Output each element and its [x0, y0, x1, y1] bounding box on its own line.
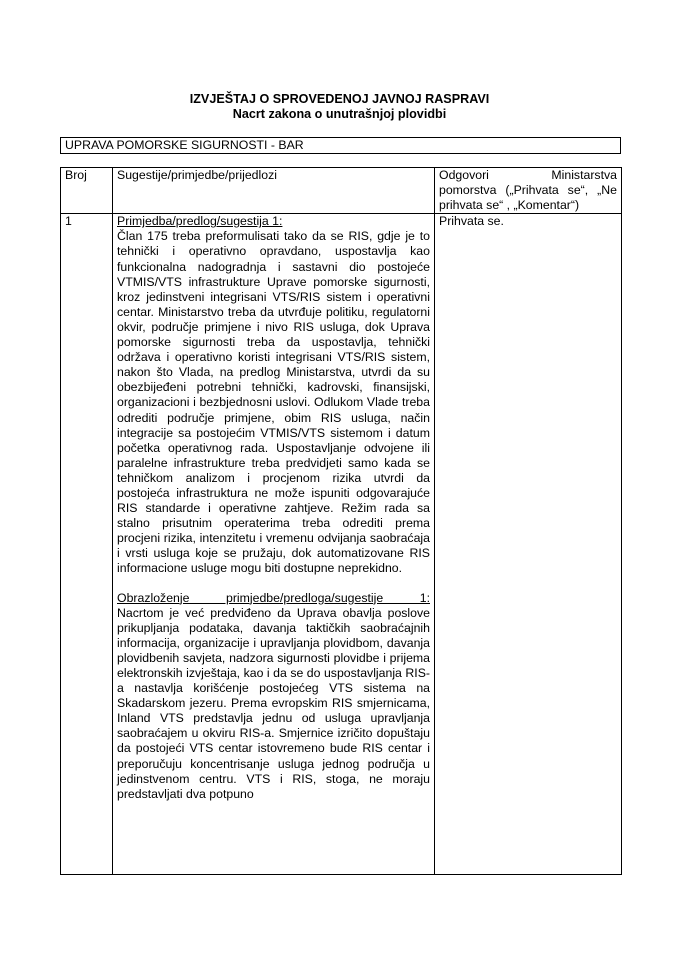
table-row — [61, 214, 622, 875]
header-suggestions: Sugestije/primjedbe/prijedlozi — [113, 168, 435, 214]
row-number: 1 — [61, 214, 113, 875]
suggestion-heading: Primjedba/predlog/sugestija 1: — [117, 214, 283, 229]
report-title: IZVJEŠTAJ O SPROVEDENOJ JAVNOJ RASPRAVI — [189, 92, 490, 106]
header-number: Broj — [61, 168, 113, 214]
comments-table — [60, 167, 622, 875]
organization-box: UPRAVA POMORSKE SIGURNOSTI - BAR — [60, 137, 621, 154]
row-answer: Prihvata se. — [435, 214, 622, 875]
table-header-row — [61, 168, 622, 214]
explanation-heading: Obrazloženje primjedbe/predloga/sugestije 1: — [117, 590, 430, 605]
suggestion-text: Član 175 treba preformulisati tako da se RIS, gdje je to tehnički i operativno opravdano, uspostavlja kao funkcionalna nadogradnja i sastavni dio postojeće VTMIS/VTS infrastrukture Uprave pomorske sigurnosti, kroz jedinstveni integrisani VTS/RIS sistem i operativni centar. Ministarstvo treba da utvrđuje politiku, regulatorni okvir, područje primjene i nivo RIS usluga, dok Uprava pomorske sigurnosti treba da uspostavlja, tehnički održava i operativno koristi integrisani VTS/RIS sistem, nakon što Vlada, na predlog Ministarstva, utvrdi da su obezbijeđeni potrebni tehnički, kadrovski, finansijski, organizacioni i bezbjednosni uslovi. Odlukom Vlade treba odrediti područje primjene, obim RIS usluga, način integracije sa postojećim VTMIS/VTS sistemom i datum početka operativnog rada. Uspostavljanje odvojene ili paralelne infrastrukture treba predvidjeti samo kada se tehničkom analizom i procjenom rizika utvrdi da postojeća infrastruktura ne može ispuniti odgovarajuće RIS standarde i operativne zahtjeve. Režim rada sa stalno prisutnim operaterima treba odrediti prema procjeni rizika, intenzitetu i vremenu odvijanja saobraćaja i vrsti usluga koje se pružaju, dok automatizovane RIS informacione usluge mogu biti dostupne neprekidno. — [117, 229, 430, 576]
explanation-text: Nacrtom je već predviđeno da Uprava obavlja poslove prikupljanja podataka, davanja taktičkih saobraćajnih informacija, organizacije i upravljanja plovidbom, davanja plovidbenih savjeta, nadzora sigurnosti plovidbe i prijema elektronskih izvještaja, kao i da se do uspostavljanja RIS-a nastavlja korišćenje postojećeg VTS sistema na Skadarskom jezeru. Prema evropskim RIS smjernicama, Inland VTS predstavlja jednu od usluga upravljanja saobraćajem u okviru RIS-a. Smjernice izričito dopuštaju da postojeći VTS centar istovremeno bude RIS centar i preporučuju koncentrisanje usluga jednog područja u jedinstvenom centru. VTS i RIS, stoga, ne moraju predstavljati dva potpuno — [117, 605, 430, 801]
report-subtitle: Nacrt zakona o unutrašnjoj plovidbi — [232, 107, 447, 121]
row-suggestion-cell — [113, 214, 435, 875]
header-answers: Odgovori Ministarstva pomorstva („Prihvata se“, „Ne prihvata se“ , „Komentar“) — [435, 168, 622, 214]
